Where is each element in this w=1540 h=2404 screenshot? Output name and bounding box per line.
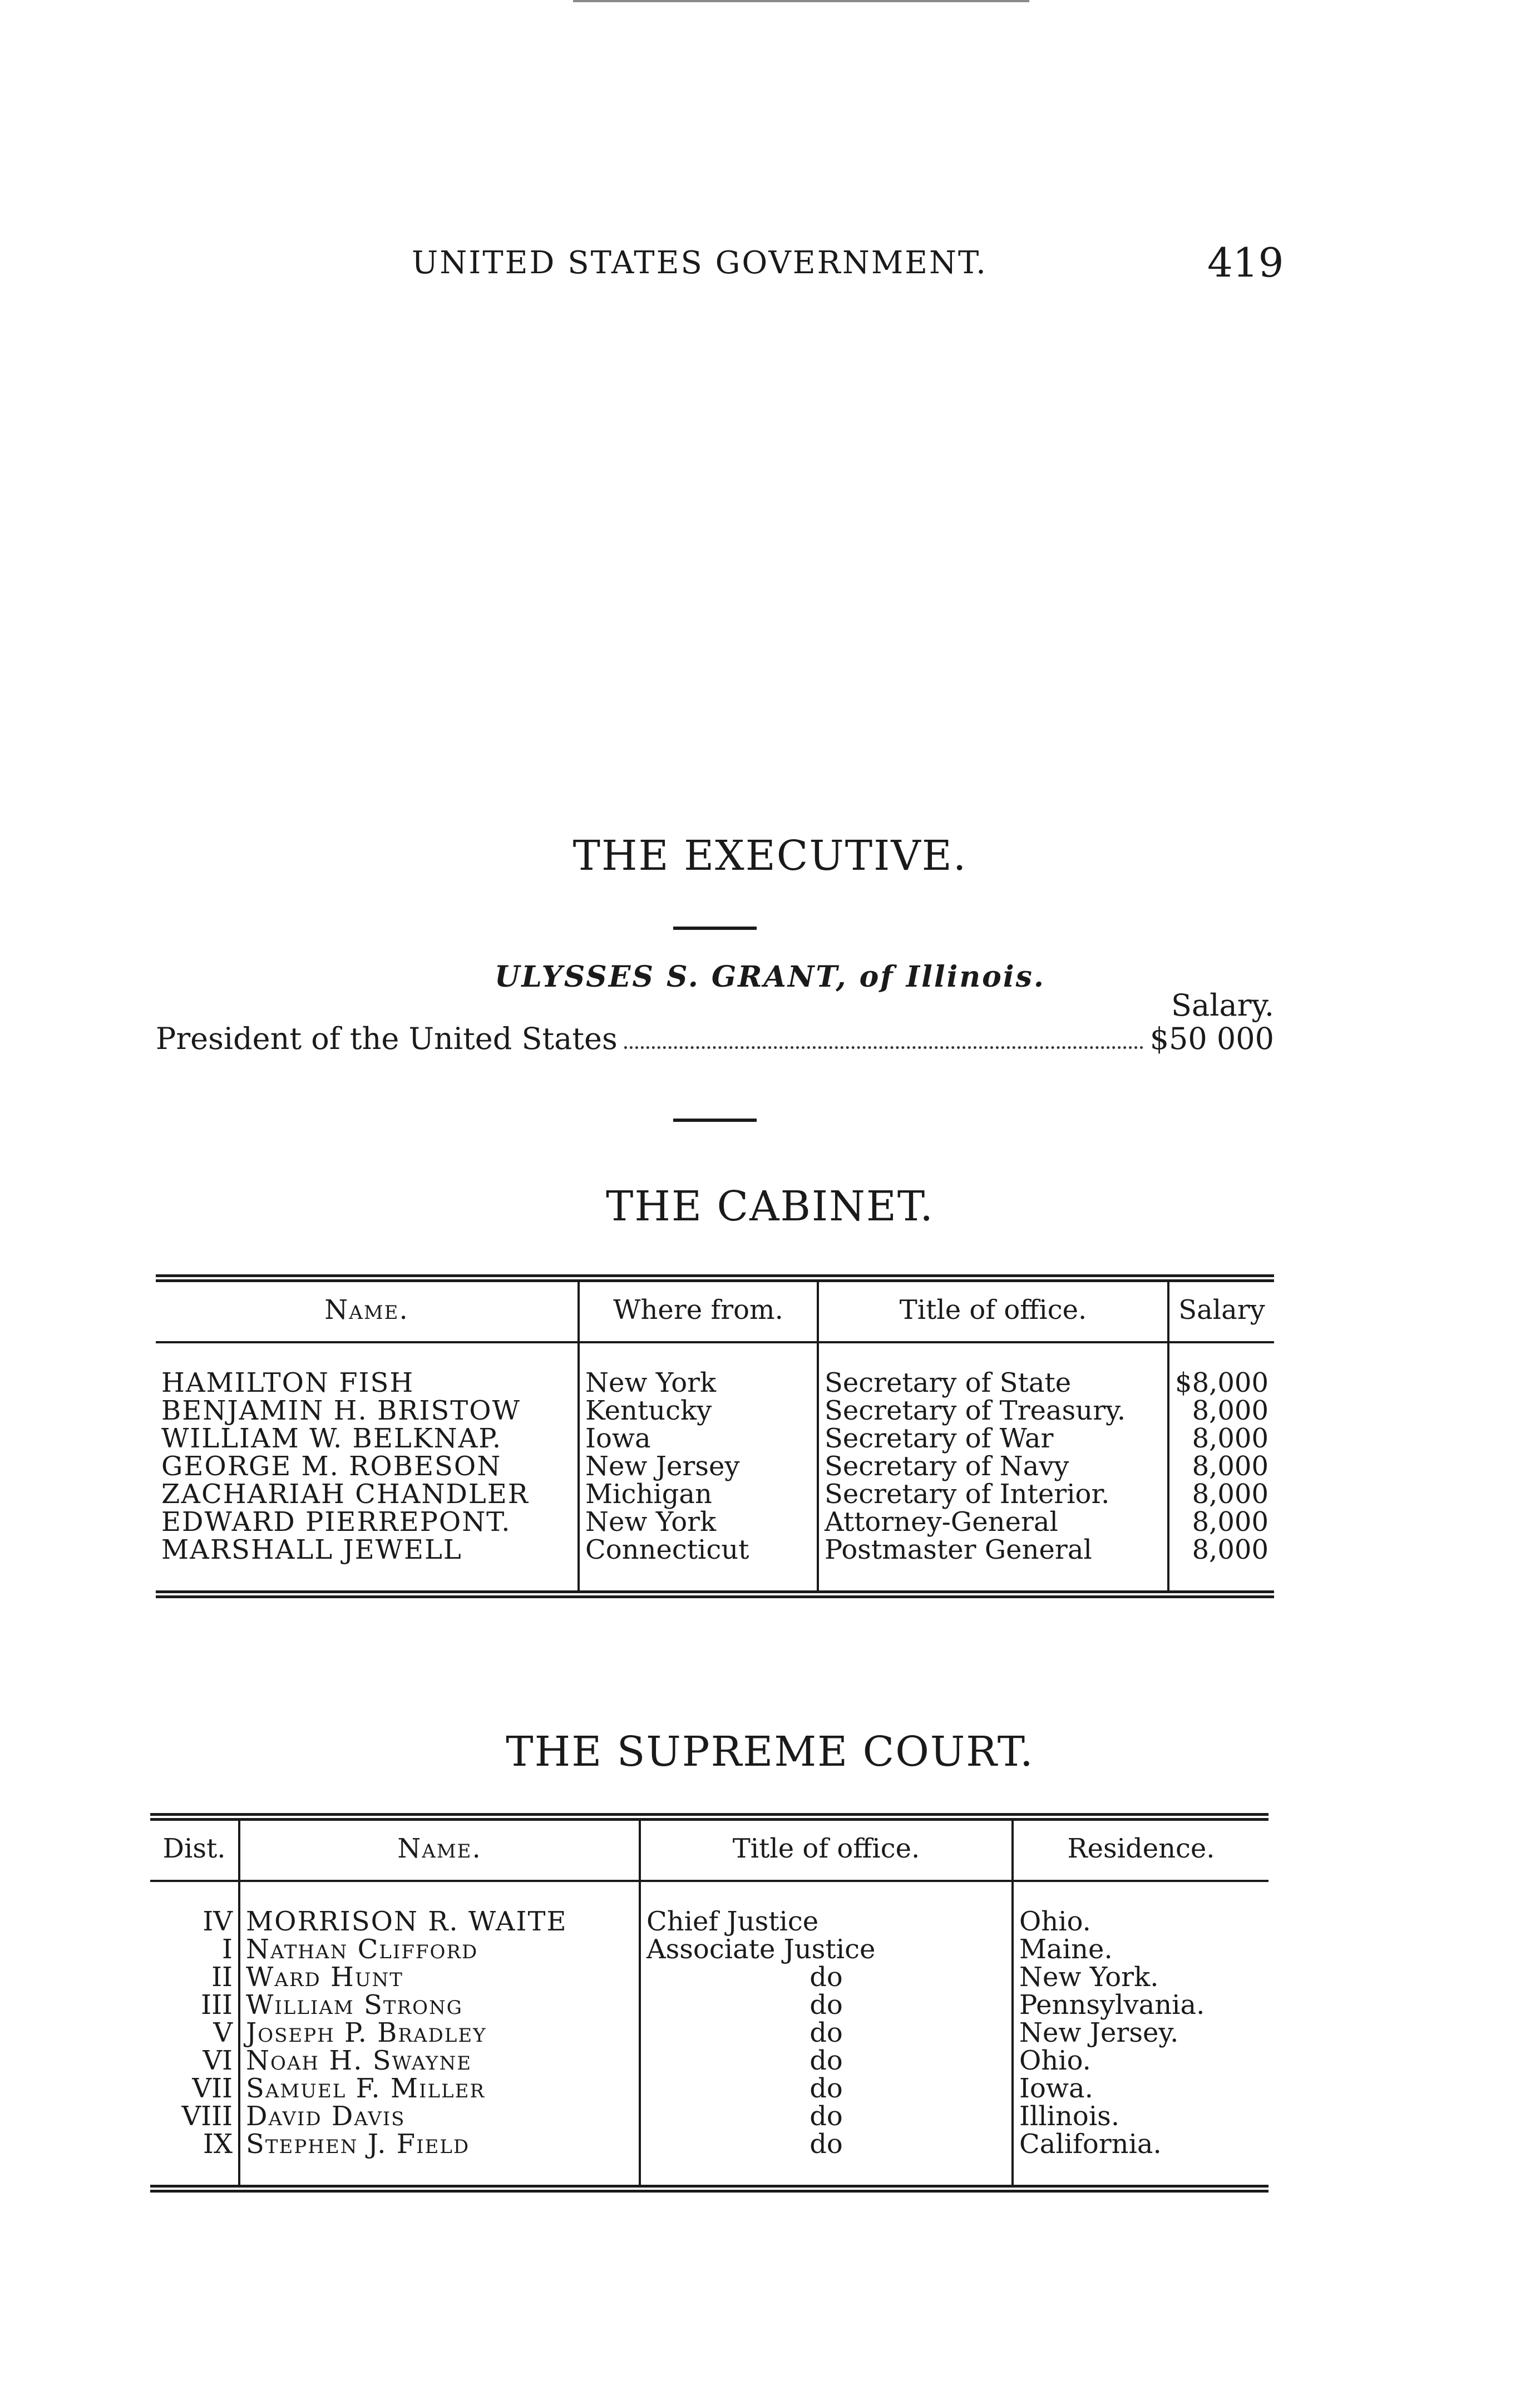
page-top-rule	[573, 0, 1029, 2]
court-residence: California.	[1019, 2129, 1162, 2160]
cabinet-where: New Jersey	[579, 1452, 818, 1480]
court-residence: Maine.	[1019, 1934, 1113, 1965]
cabinet-col-salary: Salary	[1168, 1278, 1274, 1342]
court-dist: V	[150, 2019, 239, 2047]
court-residence: Pennsylvania.	[1019, 1989, 1205, 2021]
court-name: Ward Hunt	[239, 1963, 640, 1991]
cabinet-divider	[673, 1119, 757, 1122]
running-title: UNITED STATES GOVERNMENT.	[412, 245, 988, 281]
court-dist: VI	[150, 2047, 239, 2075]
court-dist: VIII	[150, 2102, 239, 2130]
cabinet-salary: 8,000	[1192, 1451, 1268, 1482]
cabinet-salary: 8,000	[1192, 1395, 1268, 1426]
cabinet-title: Secretary of Navy	[818, 1452, 1168, 1480]
court-name: Joseph P. Bradley	[239, 2019, 640, 2047]
court-dist: II	[150, 1963, 239, 1991]
salary-label: Salary.	[1171, 988, 1274, 1023]
court-col-title: Title of office.	[640, 1817, 1013, 1881]
table-row	[150, 2075, 1268, 2102]
cabinet-name: MARSHALL JEWELL	[156, 1536, 579, 1564]
table-row	[150, 2130, 1268, 2158]
president-office-row	[156, 1021, 1274, 1056]
cabinet-salary: $8,000	[1175, 1367, 1268, 1398]
court-dist: VII	[150, 2075, 239, 2102]
page-number: 419	[1207, 239, 1284, 286]
dot-leader	[624, 1046, 1143, 1049]
table-row	[150, 1991, 1268, 2019]
cabinet-table	[156, 1274, 1274, 1598]
cabinet-salary: 8,000	[1192, 1534, 1268, 1565]
court-dist: IV	[150, 1908, 239, 1935]
executive-heading: THE EXECUTIVE.	[572, 832, 968, 880]
president-office: President of the United States	[156, 1021, 618, 1056]
court-title: do	[640, 2102, 1013, 2130]
court-col-dist: Dist.	[150, 1817, 239, 1881]
court-residence: Ohio.	[1019, 2045, 1091, 2076]
cabinet-where: Michigan	[579, 1480, 818, 1508]
court-title: do	[640, 2075, 1013, 2102]
table-row	[156, 1397, 1274, 1425]
court-name: David Davis	[239, 2102, 640, 2130]
court-title: do	[640, 1963, 1013, 1991]
cabinet-col-where: Where from.	[579, 1278, 818, 1342]
table-row	[150, 1963, 1268, 1991]
cabinet-salary: 8,000	[1192, 1423, 1268, 1454]
cabinet-name: GEORGE M. ROBESON	[156, 1452, 579, 1480]
court-residence: Illinois.	[1019, 2101, 1120, 2132]
court-title: do	[640, 2047, 1013, 2075]
table-row	[156, 1536, 1274, 1564]
table-row	[150, 2102, 1268, 2130]
cabinet-title: Postmaster General	[818, 1536, 1168, 1564]
supreme-court-heading: THE SUPREME COURT.	[506, 1728, 1034, 1776]
cabinet-title: Attorney-General	[818, 1508, 1168, 1536]
court-name: Samuel F. Miller	[239, 2075, 640, 2102]
court-residence: Iowa.	[1019, 2073, 1093, 2104]
cabinet-title: Secretary of State	[818, 1369, 1168, 1397]
cabinet-title: Secretary of War	[818, 1425, 1168, 1452]
court-title: do	[640, 2019, 1013, 2047]
court-col-name: Name.	[239, 1817, 640, 1881]
court-residence: New York.	[1019, 1962, 1159, 1993]
court-name: Nathan Clifford	[239, 1935, 640, 1963]
table-row	[156, 1452, 1274, 1480]
table-row	[156, 1369, 1274, 1397]
court-residence: Ohio.	[1019, 1906, 1091, 1937]
cabinet-salary: 8,000	[1192, 1506, 1268, 1538]
court-title: Chief Justice	[640, 1908, 1013, 1935]
cabinet-where: New York	[579, 1369, 818, 1397]
court-dist: IX	[150, 2130, 239, 2158]
cabinet-col-name: Name.	[156, 1278, 579, 1342]
cabinet-name: EDWARD PIERREPONT.	[156, 1508, 579, 1536]
president-salary: $50 000	[1149, 1021, 1274, 1056]
president-name: ULYSSES S. GRANT, of Illinois.	[495, 960, 1045, 994]
cabinet-col-title: Title of office.	[818, 1278, 1168, 1342]
cabinet-heading: THE CABINET.	[606, 1183, 934, 1230]
cabinet-title: Secretary of Interior.	[818, 1480, 1168, 1508]
court-name: MORRISON R. WAITE	[239, 1908, 640, 1935]
table-row	[156, 1508, 1274, 1536]
court-name: William Strong	[239, 1991, 640, 2019]
court-dist: I	[150, 1935, 239, 1963]
cabinet-where: Connecticut	[579, 1536, 818, 1564]
court-name: Stephen J. Field	[239, 2130, 640, 2158]
table-row	[150, 1908, 1268, 1935]
court-title: do	[640, 1991, 1013, 2019]
cabinet-title: Secretary of Treasury.	[818, 1397, 1168, 1425]
cabinet-name: WILLIAM W. BELKNAP.	[156, 1425, 579, 1452]
cabinet-name: BENJAMIN H. BRISTOW	[156, 1397, 579, 1425]
cabinet-where: New York	[579, 1508, 818, 1536]
cabinet-salary: 8,000	[1192, 1479, 1268, 1510]
cabinet-where: Kentucky	[579, 1397, 818, 1425]
court-col-residence: Residence.	[1013, 1817, 1268, 1881]
court-title: do	[640, 2130, 1013, 2158]
table-row	[150, 1935, 1268, 1963]
court-dist: III	[150, 1991, 239, 2019]
cabinet-name: HAMILTON FISH	[156, 1369, 579, 1397]
table-row	[150, 2019, 1268, 2047]
table-row	[150, 2047, 1268, 2075]
table-row	[156, 1425, 1274, 1452]
executive-divider	[673, 927, 757, 930]
table-row	[156, 1480, 1274, 1508]
court-name: Noah H. Swayne	[239, 2047, 640, 2075]
court-residence: New Jersey.	[1019, 2017, 1179, 2048]
court-title: Associate Justice	[640, 1935, 1013, 1963]
cabinet-name: ZACHARIAH CHANDLER	[156, 1480, 579, 1508]
supreme-court-table	[150, 1813, 1268, 2193]
cabinet-where: Iowa	[579, 1425, 818, 1452]
